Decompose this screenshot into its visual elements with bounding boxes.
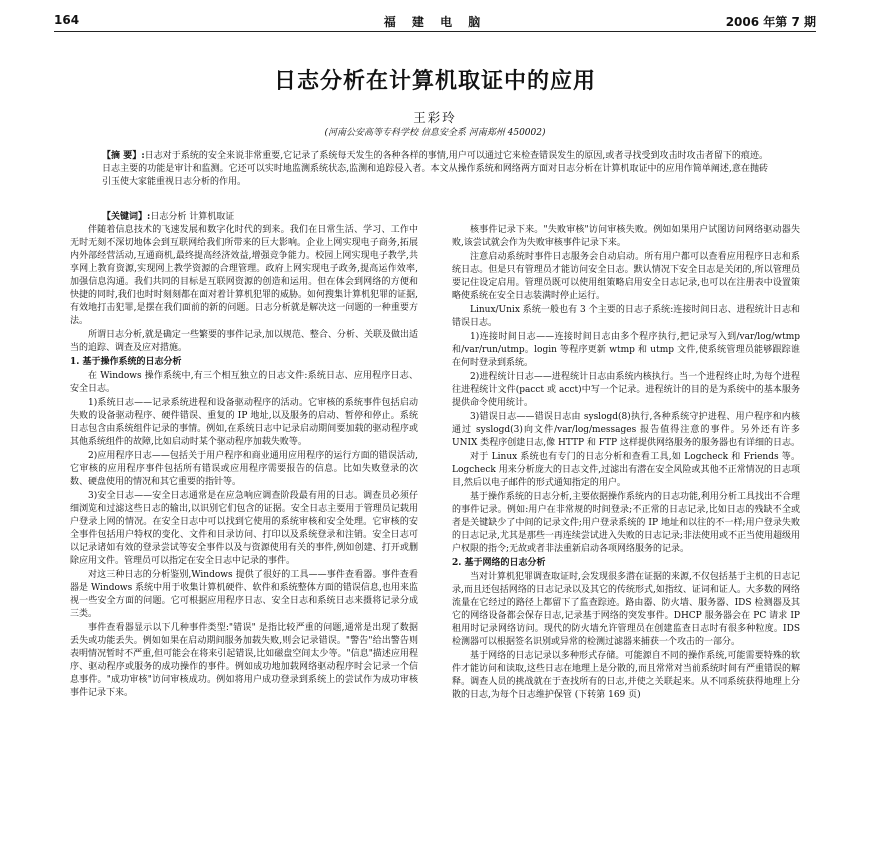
body-paragraph: 2)进程统计日志——进程统计日志由系统内核执行。当一个进程终止时,为每个进程往进程统计文件(pacct 或 acct)中写一个记录。进程统计的目的是为系统中的基本服务提供命令使用统计。 — [452, 372, 800, 408]
abstract-label: 【摘 要】: — [102, 151, 145, 161]
issue-label: 2006 年第 7 期 — [725, 15, 816, 29]
body-paragraph: 3)错误日志——错误日志由 syslogd(8)执行,各种系统守护进程、用户程序和内核通过 syslogd(3)向文件/var/log/messages 报告值得注意的事件。另外还有许多 UNIX 类程序创建日志,像 HTTP 和 FTP 这样提供网络服务的服务器也有详细的日志。 — [452, 412, 800, 448]
body-paragraph: 在 Windows 操作系统中,有三个相互独立的日志文件:系统日志、应用程序日志、安全日志。 — [70, 371, 418, 394]
body-paragraph: 基于操作系统的日志分析,主要依据操作系统内的日志功能,利用分析工具找出不合理的事件记录。例如:用户在非常规的时间登录;不正常的日志记录,比如日志的残缺不全或者是关键缺少了中间的记录文件;用户登录系统的 IP 地址和以往的不一样;用户登录失败的日志记录,尤其是那些一再连续尝试进入失败的日志记录;非法使用或不正当使用超级用户权限的指令;无故或者非法重新启动各项网络服务的记录。 — [452, 492, 800, 554]
abstract-text: 日志对于系统的安全来说非常重要,它记录了系统每天发生的各种各样的事情,用户可以通过它来检查错误发生的原因,或者寻找受到攻击时攻击者留下的痕迹。日志主要的功能是审计和监测。它还可以实时地监测系统状态,监测和追踪侵入者。本文从操作系统和网络两方面对日志分析在计算机取证中的应用作简单阐述,意在抛砖引玉使大家能重视日志分析的作用。 — [102, 151, 768, 187]
page-number: 164 — [54, 13, 80, 27]
article-author: 王彩玲 — [413, 110, 457, 125]
body-column-right — [452, 224, 800, 832]
section-heading: 1. 基于操作系统的日志分析 — [70, 357, 182, 367]
body-paragraph: 基于网络的日志记录以多种形式存储。可能源自不同的操作系统,可能需要特殊的软件才能访问和读取,这些日志在地理上是分散的,而且常常对当前系统时间有严重错误的解释。调查人员的挑战就在于查找所有的日志,并使之关联起来。从不同系统获得地理上分散的日志,为每个日志维护保管 (下转第 169 页) — [452, 651, 800, 700]
body-paragraph: Linux/Unix 系统一般也有 3 个主要的日志子系统:连接时间日志、进程统计日志和错误日志。 — [452, 305, 800, 328]
body-paragraph: 3)安全日志——安全日志通常是在应急响应调查阶段最有用的日志。调查员必须仔细浏览和过滤这些日志的输出,以识别它们包含的证据。安全日志主要用于管理员记载用户登录上网的情况。在安全日志中可以找到它使用的系统审核和安全处理。它审核的安全事件包括用户特权的变化、文件和目录访问、打印以及系统登录和注销。安全日志可以记录诸如有效的登录尝试等安全事件以及与资源使用有关的事件,例如创建、打开或删除应用文件。管理员可以指定在安全日志中记录的事件。 — [70, 491, 418, 566]
keywords — [102, 209, 768, 222]
article-title: 日志分析在计算机取证中的应用 — [273, 69, 596, 94]
abstract — [102, 150, 768, 189]
body-paragraph: 事件查看器显示以下几种事件类型:"错误" 是指比较严重的问题,通常是出现了数据丢失或功能丢失。例如如果在启动期间服务加载失败,则会记录错误。"警告"给出警告则表明情况暂时不严重,但可能会在将来引起错误,比如磁盘空间太少等。"信息"描述应用程序、驱动程序或服务的成功操作的事件。例如成功地加载网络驱动程序时会记录一个信息事件。"成功审核"访问审核成功。例如将用户成功登录到系统上的尝试作为成功审核事件记录下来。 — [70, 623, 418, 698]
body-paragraph: 2)应用程序日志——包括关于用户程序和商业通用应用程序的运行方面的错误活动,它审核的应用程序事件包括所有错误或应用程序需要报告的信息。比如失败登录的次数、硬盘使用的情况和其它重要的指针等。 — [70, 451, 418, 487]
body-paragraph: 注意启动系统时事件日志服务会自动启动。所有用户都可以查看应用程序日志和系统日志。但是只有管理员才能访问安全日志。默认情况下安全日志是关闭的,所以管理员要记住设定启用。管理员既可以使用组策略启用安全日志记录,也可以在注册表中设置策略使系统在安全日志装满时停止运行。 — [452, 252, 800, 301]
body-column-left — [70, 224, 418, 832]
body-paragraph: 所谓日志分析,就是确定一些繁要的事件记录,加以规范、整合、分析、关联及做出适当的追踪、调查及应对措施。 — [70, 330, 418, 353]
body-paragraph: 对于 Linux 系统也有专门的日志分析和查看工具,如 Logcheck 和 Friends 等。Logcheck 用来分析庞大的日志文件,过滤出有潜在安全风险或其他不正常情况的日志项目,然后以电子邮件的形式通知指定的用户。 — [452, 452, 800, 488]
body-paragraph: 对这三种日志的分析鉴别,Windows 提供了很好的工具——事件查看器。事件查看器是 Windows 系统中用于收集计算机硬件、软件和系统整体方面的错误信息,也用来监视一些安全方面的问题。它可根据应用程序日志、安全日志和系统日志来摄将记录分成三类。 — [70, 570, 418, 619]
body-paragraph: 当对计算机犯罪调查取证时,会发现很多潜在证据的来源,不仅包括基于主机的日志记录,而且还包括网络的日志记录以及其它的传统形式,如指纹、证词和证人。大多数的网络流量在它经过的路径上都留下了监查踪迹。路由器、防火墙、服务器、IDS 检测器及其它的网络设备都会保存日志,记录基于网络的突发事件。DHCP 服务器会在 PC 请求 IP 租用时记录网络访问。现代的防火墙允许管理员在创建监查日志时有很多种粒度。IDS 检测器可以根据签名识别或异常的检测过滤器来捕获一个攻击的一部分。 — [452, 572, 800, 647]
body-paragraph: 1)连接时间日志——连接时间日志由多个程序执行,把记录写入到/var/log/wtmp 和/var/run/utmp。login 等程序更新 wtmp 和 utmp 文件,使系统管理员能够跟踪谁在何时登录到系统。 — [452, 332, 800, 368]
body-paragraph: 1)系统日志——记录系统进程和设备驱动程序的活动。它审核的系统事件包括启动失败的设备驱动程序、硬件错误、重复的 IP 地址,以及服务的启动、暂停和停止。系统日志包含由系统组件记录的事情。例如,在系统日志中记录启动期间要加载的驱动程序或其他系统组件的故障,比如启动时某个驱动程序加载失败等。 — [70, 398, 418, 447]
journal-name: 福 建 电 脑 — [383, 15, 487, 29]
keywords-text: 日志分析 计算机取证 — [150, 212, 235, 222]
body-paragraph: 核事件记录下来。"失败审核"访问审核失败。例如如果用户试图访问网络驱动器失败,该尝试就会作为失败审核事件记录下来。 — [452, 225, 800, 248]
author-affiliation: (河南公安高等专科学校 信息安全系 河南郑州 450002) — [324, 128, 546, 138]
running-header — [54, 10, 816, 32]
keywords-label: 【关键词】: — [102, 212, 151, 222]
body-paragraph: 伴随着信息技术的飞速发展和数字化时代的到来。我们在日常生活、学习、工作中无时无刻不深切地体会到互联网给我们所带来的巨大影响。企业上网实现电子商务,拓展内外部经营活动,互通商机,最终提高经济效益,增强竞争能力。校园上网实现电子教学,共享网上教育资源,实现网上教学资源的合理管理。政府上网实现电子政务,提高运作效率,加强信息沟通。我们共同的目标是互联网资源的创造和运用。但在体会到网络的方便和快捷的同时,我们也时时刻刻都在面对着计算机犯罪的威胁。如何搜集计算机犯罪的证据,有效地打击犯罪,是摆在我们面前的新的问题。日志分析就是解决这一问题的一种重要方法。 — [70, 225, 418, 326]
section-heading: 2. 基于网络的日志分析 — [452, 558, 546, 568]
